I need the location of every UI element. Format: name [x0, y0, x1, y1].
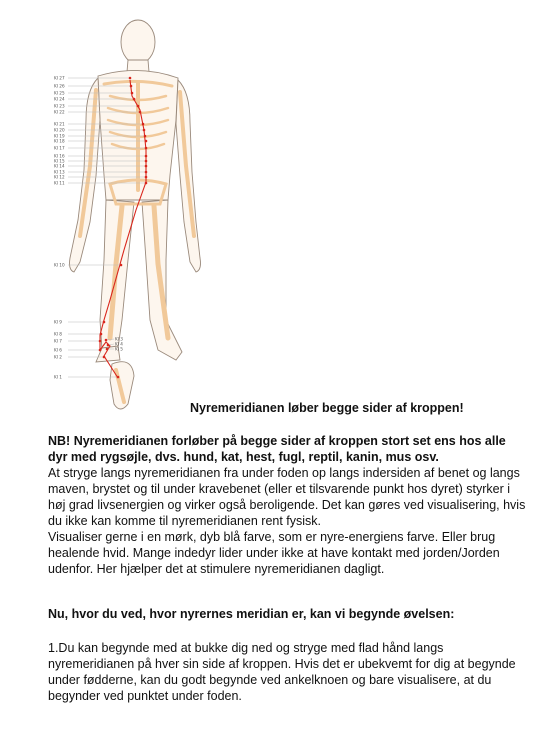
point-label: KI 6	[54, 347, 62, 353]
point-label: KI 19	[54, 133, 65, 139]
point-label: KI 9	[54, 319, 62, 325]
point-label: KI 12	[54, 174, 65, 180]
point-label: KI 18	[54, 138, 65, 144]
point-label: KI 2	[54, 354, 62, 360]
point-label: KI 22	[54, 109, 65, 115]
point-label: KI 10	[54, 262, 65, 268]
figure-caption: Nyremeridianen løber begge sider af kroppen!	[190, 401, 464, 415]
nb-section	[48, 433, 528, 577]
point-label: KI 25	[54, 90, 65, 96]
point-label: KI 26	[54, 83, 65, 89]
point-label: KI 20	[54, 127, 65, 133]
point-label: KI 17	[54, 145, 65, 151]
point-label: KI 4	[115, 341, 123, 347]
point-label: KI 1	[54, 374, 62, 380]
point-label: KI 16	[54, 153, 65, 159]
exercise-heading: Nu, hvor du ved, hvor nyrernes meridian er, kan vi begynde øvelsen:	[48, 607, 455, 621]
point-label: KI 14	[54, 163, 65, 169]
point-label: KI 8	[54, 331, 62, 337]
exercise-step-1: 1.Du kan begynde med at bukke dig ned og stryge med flad hånd langs nyremeridianen på hver sin side af kroppen. Hvis det er ubekvemt for dig at begynde under fødderne, kan du godt begynde ved ankelknoen og bare visualisere, at du begynder ved punktet under foden.	[48, 641, 516, 703]
point-label: KI 21	[54, 121, 65, 127]
nb-paragraph-2: Visualiser gerne i en mørk, dyb blå farve, som er nyre-energiens farve. Eller brug healende hvid. Mange indedyr lider under ikke at have kontakt med jorden/Jorden udenfor. Her hjælper det at stimulere nyremeridianen dagligt.	[48, 530, 500, 576]
point-label: KI 13	[54, 169, 65, 175]
point-label: KI 5	[115, 346, 123, 352]
point-label: KI 24	[54, 96, 65, 102]
point-label: KI 7	[54, 338, 62, 344]
point-label: KI 23	[54, 103, 65, 109]
nb-paragraph-1: At stryge langs nyremeridianen fra under foden op langs indersiden af benet og langs maven, brystet og til under kravebenet (eller et tilsvarende punkt hos dyret) styrker i høj grad livsenergien og virker også beroligende. Det kan gøres ved visualisering, hvis du ikke kan komme til nyremeridianen rent fysisk.	[48, 466, 526, 528]
nb-bold-text: NB! Nyremeridianen forløber på begge sider af kroppen stort set ens hos alle dyr med rygsøjle, dvs. hund, kat, hest, fugl, reptil, kanin, mus osv.	[48, 434, 506, 464]
point-label: KI 15	[54, 158, 65, 164]
point-label: KI 3	[115, 336, 123, 342]
point-label: KI 11	[54, 180, 65, 186]
point-label: KI 27	[54, 75, 65, 81]
